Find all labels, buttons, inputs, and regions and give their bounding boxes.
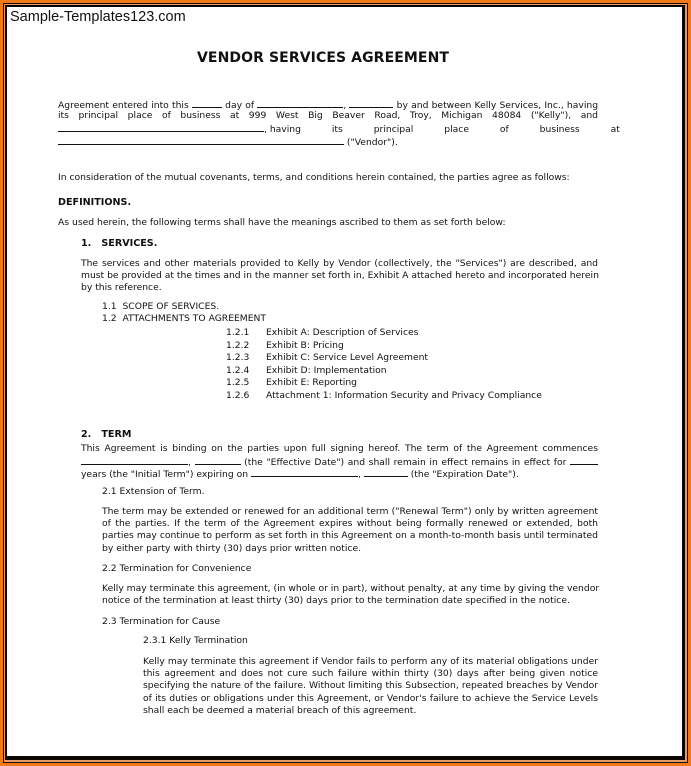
- term-years-blank: [570, 455, 598, 465]
- subsection-1-2: 1.2 ATTACHMENTS TO AGREEMENT: [102, 313, 267, 324]
- preamble-line-1: Agreement entered into this day of , by and between Kelly Services, Inc., having: [58, 100, 599, 111]
- definitions-intro: As used herein, the following terms shall have the meanings ascribed to them as set forth below:: [58, 217, 506, 228]
- watermark: Sample-Templates123.com: [10, 9, 186, 25]
- expiration-year-blank: [364, 467, 408, 477]
- expiration-date-blank: [251, 467, 358, 477]
- attachment-item: 1.2.6 Attachment 1: Information Security and Privacy Compliance: [226, 389, 542, 401]
- document-title: VENDOR SERVICES AGREEMENT: [197, 50, 450, 66]
- section-2-body: This Agreement is binding on the parties upon full signing hereof. The term of the Agreement commences , (the "Effective Date") and shall remain in effect remains in effect for years (the "Initial Term") expiring on , (the "Expiration Date").: [81, 443, 598, 481]
- subsection-1-1: 1.1 SCOPE OF SERVICES.: [102, 301, 220, 312]
- section-2-heading: 2. TERM: [81, 429, 132, 440]
- effective-year-blank: [195, 455, 241, 465]
- attachment-item: 1.2.3 Exhibit C: Service Level Agreement: [226, 352, 429, 363]
- preamble-line-4: ("Vendor").: [58, 135, 598, 147]
- attachment-item: 1.2.5 Exhibit E: Reporting: [226, 377, 358, 388]
- attachment-item: 1.2.2 Exhibit B: Pricing: [226, 339, 344, 351]
- section-1-heading: 1. SERVICES.: [81, 238, 158, 249]
- attachment-item: 1.2.1 Exhibit A: Description of Services: [226, 327, 419, 338]
- subsection-2-2-body: Kelly may terminate this agreement, (in whole or in part), without penalty, at any time by giving the vendor notice of the termination at least thirty (30) days prior to the termination date specified in the notice.: [102, 583, 600, 607]
- document-page: [7, 7, 682, 756]
- subsection-2-1-body: The term may be extended or renewed for an additional term ("Renewal Term") only by written agreement of the parties. If the term of the Agreement expires without being formally renewed or extended, both parties may continue to perform as set forth in this Agreement on a month-to-month basis until terminated by either party with thirty (30) days prior written notice.: [102, 506, 598, 554]
- preamble-line-2: its principal place of business at 999 West Big Beaver Road, Troy, Michigan 48084 ("Kelly"), and: [58, 110, 598, 122]
- subsection-2-3-heading: 2.3 Termination for Cause: [102, 616, 221, 627]
- vendor-name-blank: [58, 122, 264, 132]
- vendor-address-blank: [58, 135, 344, 145]
- attachment-item: 1.2.4 Exhibit D: Implementation: [226, 364, 387, 376]
- preamble: [58, 98, 620, 148]
- subsection-2-3-1-body: Kelly may terminate this agreement if Vendor fails to perform any of its material obligations under this agreement and does not cure such failure within thirty (30) days after being given notice specifying the nature of the failure. Without limiting this Subsection, repeated breaches by Vendor of its duties or obligations under this Agreement, or Vendor's failure to achieve the Service Levels shall each be deemed a material breach of this agreement.: [143, 656, 598, 716]
- month-blank: [257, 98, 343, 108]
- subsection-2-1-heading: 2.1 Extension of Term.: [102, 486, 205, 497]
- preamble-line-3: , having its principal place of business at: [58, 122, 598, 134]
- effective-date-blank: [81, 455, 188, 465]
- subsection-2-2-heading: 2.2 Termination for Convenience: [102, 563, 252, 574]
- day-blank: [192, 98, 222, 108]
- section-1-body: The services and other materials provided to Kelly by Vendor (collectively, the "Services") are described, and must be provided at the times and in the manner set forth in, Exhibit A attached hereto and incorporated herein by this reference.: [81, 258, 599, 294]
- year-blank: [349, 98, 393, 108]
- consideration-text: In consideration of the mutual covenants, terms, and conditions herein contained, the parties agree as follows:: [58, 172, 570, 183]
- subsection-2-3-1-heading: 2.3.1 Kelly Termination: [143, 635, 248, 646]
- definitions-heading: DEFINITIONS.: [58, 197, 132, 208]
